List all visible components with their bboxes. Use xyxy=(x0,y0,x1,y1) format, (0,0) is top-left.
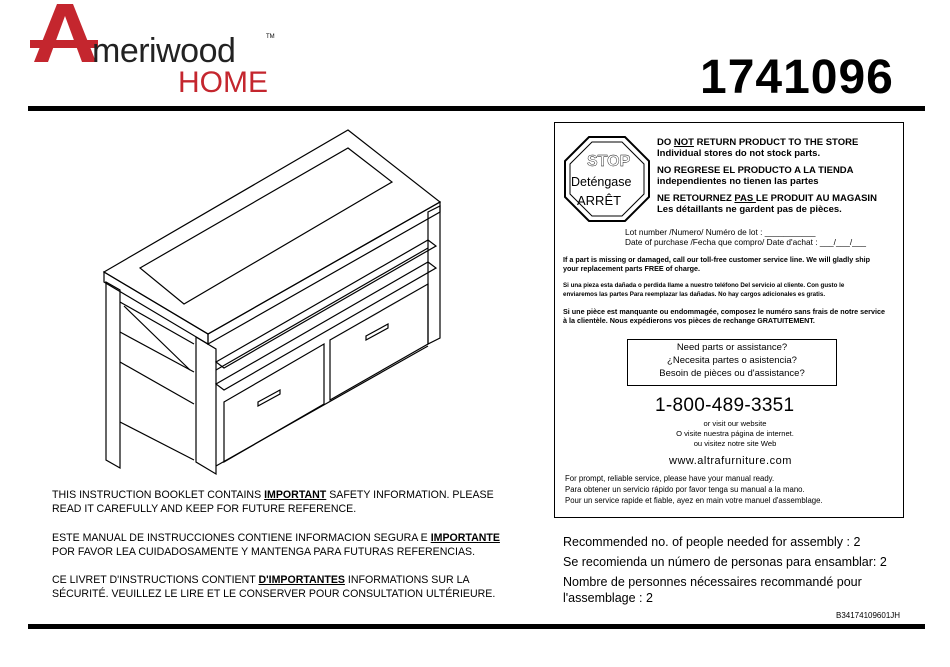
recommended-people-fr: Nombre de personnes nécessaires recommandé pour l'assemblage : 2 xyxy=(563,575,862,605)
top-rule xyxy=(28,106,925,111)
return-fr: NE RETOURNEZ PAS LE PRODUIT AU MAGASIN xyxy=(657,193,877,204)
support-phone[interactable]: 1-800-489-3351 xyxy=(655,395,795,416)
booklet-notice-en: THIS INSTRUCTION BOOKLET CONTAINS IMPORTANT SAFETY INFORMATION. PLEASE READ IT CAREFULLY AND KEEP FOR FUTURE REFERENCE. xyxy=(52,489,494,515)
bottom-rule xyxy=(28,624,925,629)
booklet-notice-es: ESTE MANUAL DE INSTRUCCIONES CONTIENE INFORMACION SEGURA E IMPORTANTE POR FAVOR LEA CUIDADOSAMENTE Y MANTENGA PARA FUTURAS REFERENCIAS. xyxy=(52,532,500,558)
site-line-en: or visit our website xyxy=(703,419,767,428)
document-code: B34174109601JH xyxy=(836,611,901,620)
stop-label: STOP xyxy=(587,153,631,170)
return-en-sub: Individual stores do not stock parts. xyxy=(657,148,821,159)
assist-fr: Besoin de pièces ou d'assistance? xyxy=(659,368,805,379)
assist-en: Need parts or assistance? xyxy=(676,342,788,353)
arret-label: ARRÊT xyxy=(577,193,622,208)
product-number: 1741096 xyxy=(700,51,894,104)
return-notice xyxy=(657,137,897,215)
logo-a-icon xyxy=(30,4,100,64)
website-link[interactable]: www.altrafurniture.com xyxy=(669,455,792,467)
recommended-people-en: Recommended no. of people needed for assembly : 2 xyxy=(563,535,861,549)
service-notice-box xyxy=(554,122,904,518)
website-prompt xyxy=(635,419,835,449)
date-purchase-line: Date of purchase /Fecha que compro/ Date d'achat : ___/___/___ xyxy=(625,237,866,247)
missing-parts-en: If a part is missing or damaged, call our toll-free customer service line. We will gladly ship your replacement parts FREE of charge. xyxy=(563,255,871,273)
assistance-box xyxy=(627,339,837,386)
trademark: TM xyxy=(266,34,275,40)
brand-name: meriwood xyxy=(92,32,236,70)
prompt-service-lines xyxy=(565,473,895,506)
prompt-en: For prompt, reliable service, please have your manual ready. xyxy=(565,474,775,483)
brand-logo xyxy=(30,4,280,100)
return-es: NO REGRESE EL PRODUCTO A LA TIENDA xyxy=(657,165,854,176)
detengase-label: Deténgase xyxy=(571,175,632,189)
recommended-people-es: Se recomienda un número de personas para ensamblar: 2 xyxy=(563,555,887,569)
brand-home: HOME xyxy=(178,66,268,99)
tv-console-illustration xyxy=(98,122,454,478)
return-es-sub: independientes no tienen las partes xyxy=(657,176,819,187)
missing-parts-es: Si una pieza esta dañada o perdida llame a nuestro teléfono Del servicio al cliente. Con gusto le enviaremos las partes Para reemplazar las dañadas. No hay cargos adicionales es gratis. xyxy=(563,282,845,298)
return-en: DO NOT RETURN PRODUCT TO THE STORE xyxy=(657,137,859,148)
return-fr-sub: Les détaillants ne gardent pas de pièces. xyxy=(657,204,842,215)
assist-es: ¿Necesita partes o asistencia? xyxy=(667,355,797,366)
prompt-fr: Pour un service rapide et fiable, ayez en main votre manuel d'assemblage. xyxy=(565,496,823,505)
lot-number-line: Lot number /Numero/ Numéro de lot : ___________ xyxy=(625,227,816,237)
prompt-es: Para obtener un servicio rápido por favor tenga su manual a la mano. xyxy=(565,485,805,494)
missing-parts-fr: Si une pièce est manquante ou endommagée, composez le numéro sans frais de notre service à la clientèle. Nous expédierons vos pièces de rechange GRATUITEMENT. xyxy=(563,307,885,325)
site-line-fr: ou visitez notre site Web xyxy=(693,439,777,448)
site-line-es: O visite nuestra página de internet. xyxy=(676,429,794,438)
booklet-notice-fr: CE LIVRET D'INSTRUCTIONS CONTIENT D'IMPORTANTES INFORMATIONS SUR LA SÉCURITÉ. VEUILLEZ LE LIRE ET LE CONSERVER POUR CONSULTATION ULTÉRIEURE. xyxy=(52,574,496,600)
